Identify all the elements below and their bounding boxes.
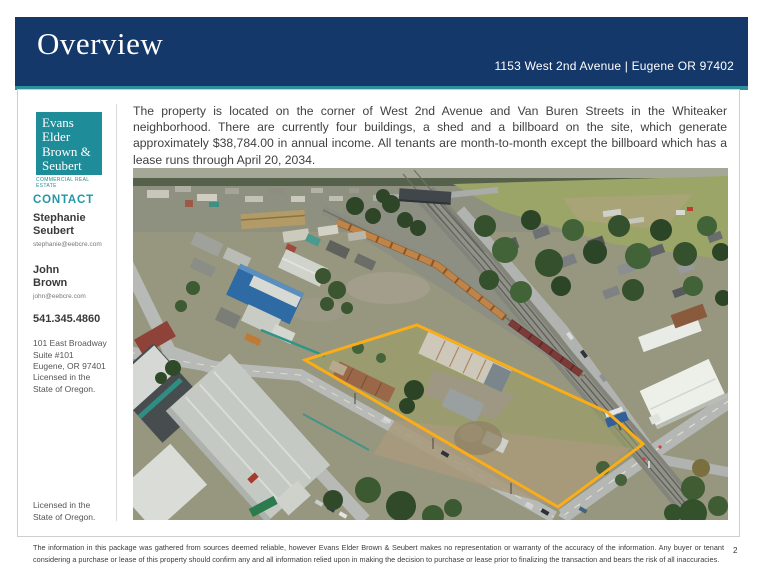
property-description: The property is located on the corner of West 2nd Avenue and Van Buren Streets in the Whiteaker neighborhood. There are currently four buildings, a shed and a billboard on the site, which generate approximately $38,784.00 in annual income. All tenants are month-to-month except the billboard which has a lease runs through April 20, 2034. xyxy=(133,104,727,167)
aerial-photo xyxy=(133,168,728,520)
contact-name: Brown xyxy=(33,277,68,289)
contact-name: Seubert xyxy=(33,225,74,237)
contact-name: Stephanie xyxy=(33,212,86,224)
sidebar-divider xyxy=(116,104,117,521)
contact-phone: 541.345.4860 xyxy=(33,313,101,325)
company-logo xyxy=(36,112,102,175)
disclaimer: The information in this package was gathered from sources deemed reliable, however Evans Elder Brown & Seubert makes no representation or warranty of the accuracy of the information. Any buyer or tenant considering a purchase or lease of this property should confirm any and all information relied upon in making the decision to purchase or lease prior to finalizing the transaction and bears the risk of all inaccuracies. xyxy=(33,543,724,564)
logo-line: Evans xyxy=(42,115,74,130)
contact-heading: CONTACT xyxy=(33,194,94,206)
license-note: Licensed in the State of Oregon. xyxy=(33,500,96,522)
logo-tagline: COMMERCIAL REAL ESTATE xyxy=(36,177,90,189)
contact-email: john@eebcre.com xyxy=(33,293,86,300)
page-title: Overview xyxy=(37,26,164,61)
header-bar xyxy=(15,17,748,86)
page-number: 2 xyxy=(733,546,738,555)
logo-line: Elder xyxy=(42,129,71,145)
contact-email: stephanie@eebcre.com xyxy=(33,241,102,248)
contact-card xyxy=(33,264,117,300)
logo-line: Brown & xyxy=(42,143,91,159)
aerial-photo-graphic xyxy=(133,168,728,520)
license-note: Licensed in the State of Oregon. xyxy=(33,372,96,394)
office-address: 101 East Broadway Suite #101 Eugene, OR 97401 xyxy=(33,338,107,371)
contact-card xyxy=(33,212,117,248)
contact-name: John xyxy=(33,264,60,276)
logo-line: Seubert xyxy=(42,158,82,174)
property-address: 1153 West 2nd Avenue | Eugene OR 97402 xyxy=(494,59,734,73)
